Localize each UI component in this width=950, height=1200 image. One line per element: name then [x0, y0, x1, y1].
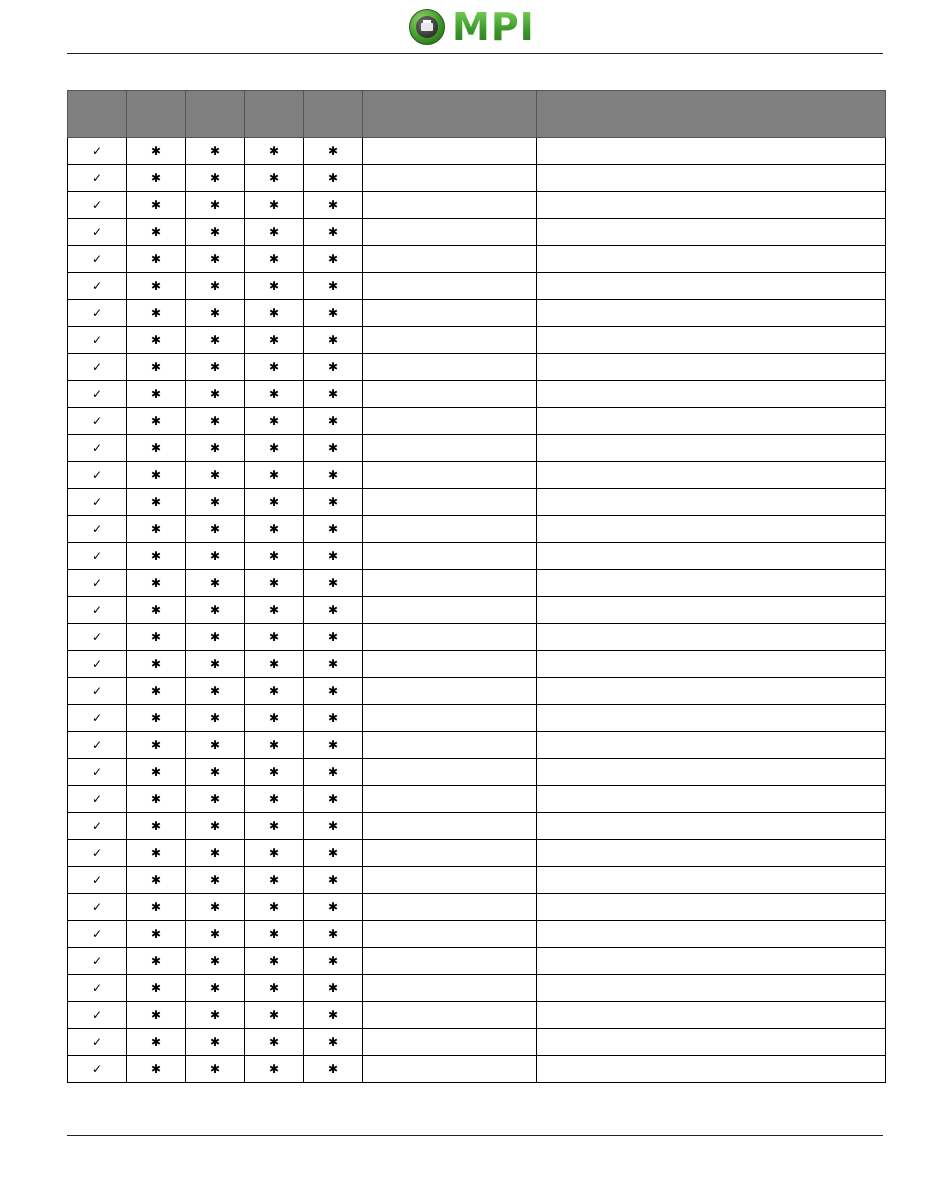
asterisk-icon: ✱ — [245, 1056, 304, 1083]
asterisk-icon: ✱ — [245, 1029, 304, 1056]
table-cell — [363, 975, 537, 1002]
check-mark-icon: ✓ — [68, 840, 127, 867]
asterisk-icon: ✱ — [245, 894, 304, 921]
asterisk-icon: ✱ — [127, 759, 186, 786]
check-mark-icon: ✓ — [68, 786, 127, 813]
table-row — [68, 597, 886, 624]
check-mark-icon: ✓ — [68, 327, 127, 354]
asterisk-icon: ✱ — [245, 327, 304, 354]
table-cell — [363, 381, 537, 408]
asterisk-icon: ✱ — [186, 408, 245, 435]
asterisk-icon: ✱ — [186, 219, 245, 246]
asterisk-icon: ✱ — [127, 138, 186, 165]
table-cell — [537, 327, 886, 354]
brand-logo — [409, 5, 535, 49]
check-mark-icon: ✓ — [68, 1002, 127, 1029]
table-cell — [537, 354, 886, 381]
asterisk-icon: ✱ — [245, 678, 304, 705]
table-cell — [537, 1056, 886, 1083]
asterisk-icon: ✱ — [304, 651, 363, 678]
asterisk-icon: ✱ — [304, 624, 363, 651]
asterisk-icon: ✱ — [304, 489, 363, 516]
asterisk-icon: ✱ — [304, 705, 363, 732]
asterisk-icon: ✱ — [245, 408, 304, 435]
asterisk-icon: ✱ — [127, 435, 186, 462]
table-row — [68, 381, 886, 408]
table-row — [68, 543, 886, 570]
asterisk-icon: ✱ — [127, 462, 186, 489]
asterisk-icon: ✱ — [245, 516, 304, 543]
asterisk-icon: ✱ — [186, 1056, 245, 1083]
asterisk-icon: ✱ — [186, 975, 245, 1002]
asterisk-icon: ✱ — [304, 1002, 363, 1029]
asterisk-icon: ✱ — [304, 354, 363, 381]
asterisk-icon: ✱ — [127, 867, 186, 894]
table-cell — [537, 840, 886, 867]
table-cell — [537, 543, 886, 570]
table-row — [68, 975, 886, 1002]
column-header — [68, 91, 127, 138]
check-mark-icon: ✓ — [68, 219, 127, 246]
table-row — [68, 705, 886, 732]
asterisk-icon: ✱ — [186, 732, 245, 759]
asterisk-icon: ✱ — [304, 759, 363, 786]
check-mark-icon: ✓ — [68, 516, 127, 543]
table-cell — [537, 435, 886, 462]
asterisk-icon: ✱ — [304, 462, 363, 489]
check-mark-icon: ✓ — [68, 462, 127, 489]
table-row — [68, 948, 886, 975]
asterisk-icon: ✱ — [304, 813, 363, 840]
asterisk-icon: ✱ — [245, 381, 304, 408]
asterisk-icon: ✱ — [127, 894, 186, 921]
table-header-row — [68, 91, 886, 138]
asterisk-icon: ✱ — [186, 354, 245, 381]
table-cell — [363, 354, 537, 381]
check-mark-icon: ✓ — [68, 813, 127, 840]
asterisk-icon: ✱ — [245, 219, 304, 246]
asterisk-icon: ✱ — [186, 516, 245, 543]
asterisk-icon: ✱ — [245, 165, 304, 192]
asterisk-icon: ✱ — [245, 759, 304, 786]
asterisk-icon: ✱ — [127, 1056, 186, 1083]
asterisk-icon: ✱ — [245, 867, 304, 894]
asterisk-icon: ✱ — [127, 219, 186, 246]
asterisk-icon: ✱ — [186, 624, 245, 651]
table-cell — [363, 219, 537, 246]
asterisk-icon: ✱ — [245, 462, 304, 489]
asterisk-icon: ✱ — [127, 381, 186, 408]
asterisk-icon: ✱ — [304, 408, 363, 435]
asterisk-icon: ✱ — [245, 624, 304, 651]
asterisk-icon: ✱ — [245, 273, 304, 300]
asterisk-icon: ✱ — [186, 1002, 245, 1029]
asterisk-icon: ✱ — [127, 489, 186, 516]
asterisk-icon: ✱ — [304, 300, 363, 327]
asterisk-icon: ✱ — [304, 678, 363, 705]
asterisk-icon: ✱ — [304, 273, 363, 300]
asterisk-icon: ✱ — [245, 705, 304, 732]
asterisk-icon: ✱ — [245, 300, 304, 327]
asterisk-icon: ✱ — [245, 570, 304, 597]
asterisk-icon: ✱ — [245, 840, 304, 867]
table-cell — [363, 921, 537, 948]
table-cell — [537, 786, 886, 813]
table-cell — [537, 894, 886, 921]
asterisk-icon: ✱ — [186, 192, 245, 219]
table-row — [68, 840, 886, 867]
asterisk-icon: ✱ — [127, 921, 186, 948]
table-cell — [363, 1056, 537, 1083]
table-row — [68, 867, 886, 894]
table-cell — [363, 489, 537, 516]
check-mark-icon: ✓ — [68, 354, 127, 381]
asterisk-icon: ✱ — [127, 597, 186, 624]
asterisk-icon: ✱ — [186, 894, 245, 921]
table-row — [68, 246, 886, 273]
asterisk-icon: ✱ — [304, 786, 363, 813]
table-cell — [537, 516, 886, 543]
asterisk-icon: ✱ — [186, 462, 245, 489]
asterisk-icon: ✱ — [245, 597, 304, 624]
table-cell — [363, 732, 537, 759]
table-cell — [363, 840, 537, 867]
check-mark-icon: ✓ — [68, 894, 127, 921]
asterisk-icon: ✱ — [304, 597, 363, 624]
table-cell — [363, 678, 537, 705]
table-cell — [363, 894, 537, 921]
table-row — [68, 273, 886, 300]
asterisk-icon: ✱ — [304, 192, 363, 219]
check-mark-icon: ✓ — [68, 543, 127, 570]
asterisk-icon: ✱ — [127, 273, 186, 300]
table-cell — [363, 867, 537, 894]
asterisk-icon: ✱ — [304, 1056, 363, 1083]
column-header — [186, 91, 245, 138]
asterisk-icon: ✱ — [245, 192, 304, 219]
table-cell — [363, 192, 537, 219]
check-mark-icon: ✓ — [68, 948, 127, 975]
table-cell — [537, 381, 886, 408]
asterisk-icon: ✱ — [127, 678, 186, 705]
asterisk-icon: ✱ — [127, 1029, 186, 1056]
check-mark-icon: ✓ — [68, 381, 127, 408]
table-row — [68, 732, 886, 759]
table-row — [68, 651, 886, 678]
asterisk-icon: ✱ — [304, 840, 363, 867]
asterisk-icon: ✱ — [186, 759, 245, 786]
asterisk-icon: ✱ — [304, 732, 363, 759]
asterisk-icon: ✱ — [304, 1029, 363, 1056]
table-cell — [363, 1002, 537, 1029]
asterisk-icon: ✱ — [245, 489, 304, 516]
asterisk-icon: ✱ — [186, 651, 245, 678]
check-mark-icon: ✓ — [68, 408, 127, 435]
table-cell — [363, 246, 537, 273]
table-row — [68, 921, 886, 948]
check-mark-icon: ✓ — [68, 435, 127, 462]
asterisk-icon: ✱ — [186, 543, 245, 570]
asterisk-icon: ✱ — [127, 327, 186, 354]
asterisk-icon: ✱ — [186, 678, 245, 705]
table-cell — [537, 570, 886, 597]
asterisk-icon: ✱ — [186, 165, 245, 192]
column-header — [127, 91, 186, 138]
table-row — [68, 489, 886, 516]
asterisk-icon: ✱ — [304, 246, 363, 273]
asterisk-icon: ✱ — [304, 165, 363, 192]
check-mark-icon: ✓ — [68, 300, 127, 327]
asterisk-icon: ✱ — [245, 138, 304, 165]
check-mark-icon: ✓ — [68, 678, 127, 705]
asterisk-icon: ✱ — [186, 138, 245, 165]
asterisk-icon: ✱ — [186, 867, 245, 894]
asterisk-icon: ✱ — [186, 1029, 245, 1056]
check-mark-icon: ✓ — [68, 705, 127, 732]
asterisk-icon: ✱ — [127, 732, 186, 759]
table-cell — [537, 1002, 886, 1029]
table-cell — [537, 246, 886, 273]
table-row — [68, 894, 886, 921]
check-mark-icon: ✓ — [68, 1029, 127, 1056]
table-cell — [537, 705, 886, 732]
check-mark-icon: ✓ — [68, 597, 127, 624]
printer-badge-icon — [409, 9, 445, 45]
asterisk-icon: ✱ — [245, 813, 304, 840]
table-cell — [363, 1029, 537, 1056]
asterisk-icon: ✱ — [127, 786, 186, 813]
table-row — [68, 1002, 886, 1029]
table-cell — [537, 408, 886, 435]
table-cell — [363, 516, 537, 543]
check-mark-icon: ✓ — [68, 1056, 127, 1083]
check-mark-icon: ✓ — [68, 246, 127, 273]
asterisk-icon: ✱ — [304, 894, 363, 921]
table-cell — [363, 138, 537, 165]
table-cell — [537, 489, 886, 516]
table-cell — [363, 300, 537, 327]
table-cell — [363, 813, 537, 840]
table-cell — [537, 273, 886, 300]
column-header — [537, 91, 886, 138]
asterisk-icon: ✱ — [186, 597, 245, 624]
asterisk-icon: ✱ — [127, 354, 186, 381]
table-cell — [537, 462, 886, 489]
asterisk-icon: ✱ — [186, 327, 245, 354]
table-row — [68, 624, 886, 651]
table-body — [68, 138, 886, 1083]
table-cell — [537, 300, 886, 327]
table-cell — [537, 678, 886, 705]
asterisk-icon: ✱ — [127, 543, 186, 570]
table-row — [68, 759, 886, 786]
table-row — [68, 300, 886, 327]
table-cell — [363, 435, 537, 462]
table-row — [68, 678, 886, 705]
asterisk-icon: ✱ — [245, 921, 304, 948]
table-cell — [363, 327, 537, 354]
table-row — [68, 1056, 886, 1083]
table-row — [68, 165, 886, 192]
asterisk-icon: ✱ — [127, 570, 186, 597]
table-cell — [363, 570, 537, 597]
asterisk-icon: ✱ — [186, 921, 245, 948]
check-mark-icon: ✓ — [68, 732, 127, 759]
table-row — [68, 786, 886, 813]
check-mark-icon: ✓ — [68, 921, 127, 948]
asterisk-icon: ✱ — [127, 246, 186, 273]
table-cell — [537, 624, 886, 651]
footer-divider — [67, 1135, 883, 1136]
check-mark-icon: ✓ — [68, 273, 127, 300]
table-cell — [537, 759, 886, 786]
asterisk-icon: ✱ — [304, 975, 363, 1002]
table-cell — [363, 543, 537, 570]
asterisk-icon: ✱ — [304, 381, 363, 408]
asterisk-icon: ✱ — [127, 975, 186, 1002]
asterisk-icon: ✱ — [304, 516, 363, 543]
asterisk-icon: ✱ — [127, 813, 186, 840]
asterisk-icon: ✱ — [127, 624, 186, 651]
table-cell — [537, 597, 886, 624]
table-cell — [363, 948, 537, 975]
check-mark-icon: ✓ — [68, 138, 127, 165]
table-cell — [537, 138, 886, 165]
table-cell — [363, 651, 537, 678]
asterisk-icon: ✱ — [127, 651, 186, 678]
asterisk-icon: ✱ — [245, 246, 304, 273]
asterisk-icon: ✱ — [127, 408, 186, 435]
table-cell — [537, 192, 886, 219]
table-cell — [537, 813, 886, 840]
table-cell — [363, 759, 537, 786]
asterisk-icon: ✱ — [304, 921, 363, 948]
asterisk-icon: ✱ — [186, 300, 245, 327]
data-table — [67, 90, 886, 1083]
asterisk-icon: ✱ — [186, 570, 245, 597]
asterisk-icon: ✱ — [245, 732, 304, 759]
table-row — [68, 435, 886, 462]
asterisk-icon: ✱ — [245, 948, 304, 975]
asterisk-icon: ✱ — [186, 381, 245, 408]
asterisk-icon: ✱ — [127, 165, 186, 192]
table-cell — [363, 462, 537, 489]
table-row — [68, 408, 886, 435]
asterisk-icon: ✱ — [127, 192, 186, 219]
asterisk-icon: ✱ — [186, 246, 245, 273]
asterisk-icon: ✱ — [245, 786, 304, 813]
table-cell — [363, 408, 537, 435]
table-cell — [363, 624, 537, 651]
asterisk-icon: ✱ — [304, 435, 363, 462]
asterisk-icon: ✱ — [304, 327, 363, 354]
table-cell — [537, 921, 886, 948]
asterisk-icon: ✱ — [186, 840, 245, 867]
table-cell — [537, 867, 886, 894]
asterisk-icon: ✱ — [127, 300, 186, 327]
table-cell — [537, 1029, 886, 1056]
asterisk-icon: ✱ — [127, 516, 186, 543]
check-mark-icon: ✓ — [68, 570, 127, 597]
asterisk-icon: ✱ — [245, 435, 304, 462]
column-header — [245, 91, 304, 138]
asterisk-icon: ✱ — [304, 543, 363, 570]
table-cell — [537, 975, 886, 1002]
asterisk-icon: ✱ — [245, 975, 304, 1002]
table-cell — [537, 732, 886, 759]
asterisk-icon: ✱ — [304, 138, 363, 165]
table-row — [68, 192, 886, 219]
column-header — [304, 91, 363, 138]
table-row — [68, 138, 886, 165]
asterisk-icon: ✱ — [186, 705, 245, 732]
table-row — [68, 327, 886, 354]
asterisk-icon: ✱ — [245, 543, 304, 570]
asterisk-icon: ✱ — [245, 651, 304, 678]
table-cell — [537, 651, 886, 678]
table-cell — [537, 165, 886, 192]
page-header — [0, 0, 950, 54]
asterisk-icon: ✱ — [127, 948, 186, 975]
check-mark-icon: ✓ — [68, 165, 127, 192]
logo-text: MPI — [452, 5, 535, 49]
table-cell — [363, 273, 537, 300]
check-mark-icon: ✓ — [68, 192, 127, 219]
table-cell — [363, 597, 537, 624]
check-mark-icon: ✓ — [68, 975, 127, 1002]
table-row — [68, 813, 886, 840]
header-divider — [67, 53, 883, 54]
asterisk-icon: ✱ — [127, 705, 186, 732]
asterisk-icon: ✱ — [186, 786, 245, 813]
asterisk-icon: ✱ — [304, 570, 363, 597]
table-cell — [363, 705, 537, 732]
asterisk-icon: ✱ — [186, 489, 245, 516]
asterisk-icon: ✱ — [127, 840, 186, 867]
asterisk-icon: ✱ — [245, 354, 304, 381]
table-row — [68, 516, 886, 543]
asterisk-icon: ✱ — [186, 813, 245, 840]
asterisk-icon: ✱ — [304, 219, 363, 246]
check-mark-icon: ✓ — [68, 489, 127, 516]
asterisk-icon: ✱ — [186, 273, 245, 300]
asterisk-icon: ✱ — [127, 1002, 186, 1029]
table-row — [68, 570, 886, 597]
table-cell — [537, 948, 886, 975]
table-row — [68, 219, 886, 246]
asterisk-icon: ✱ — [304, 867, 363, 894]
check-mark-icon: ✓ — [68, 867, 127, 894]
asterisk-icon: ✱ — [186, 948, 245, 975]
check-mark-icon: ✓ — [68, 624, 127, 651]
table-row — [68, 354, 886, 381]
check-mark-icon: ✓ — [68, 651, 127, 678]
table-row — [68, 462, 886, 489]
asterisk-icon: ✱ — [186, 435, 245, 462]
column-header — [363, 91, 537, 138]
table-cell — [363, 786, 537, 813]
check-mark-icon: ✓ — [68, 759, 127, 786]
table-row — [68, 1029, 886, 1056]
asterisk-icon: ✱ — [304, 948, 363, 975]
asterisk-icon: ✱ — [245, 1002, 304, 1029]
table-cell — [537, 219, 886, 246]
table-cell — [363, 165, 537, 192]
